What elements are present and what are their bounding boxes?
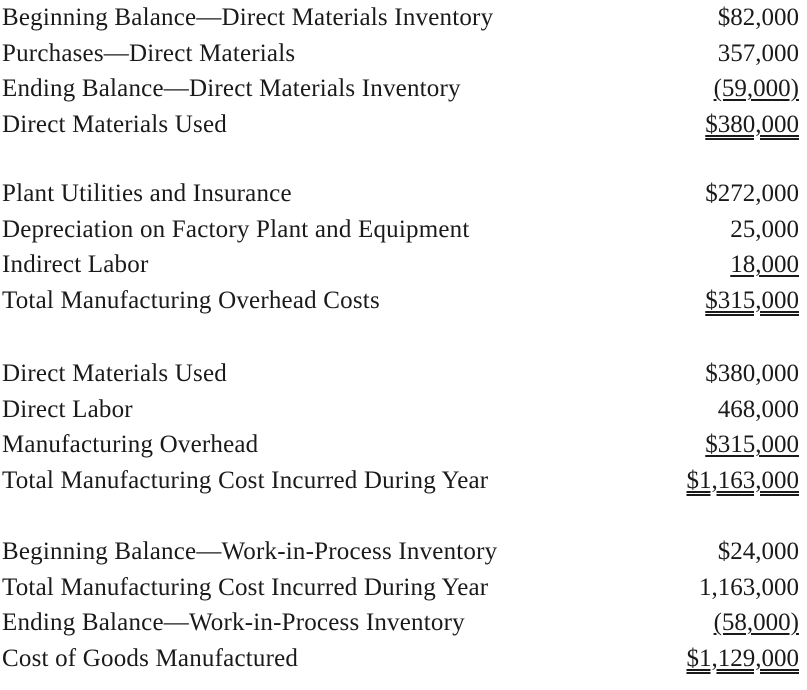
- total-label: Total Manufacturing Cost Incurred During Year: [2, 466, 489, 494]
- table-row: [0, 356, 807, 392]
- cost-of-goods-manufactured-section: [0, 534, 807, 676]
- total-label: Total Manufacturing Overhead Costs: [2, 286, 380, 314]
- table-row: [0, 212, 807, 248]
- table-row: [0, 247, 807, 283]
- row-amount: $24,000: [717, 538, 799, 565]
- row-amount: (58,000): [713, 609, 799, 636]
- row-label: Beginning Balance—Direct Materials Inventory: [2, 4, 494, 31]
- row-amount: $82,000: [717, 4, 799, 31]
- row-label: Depreciation on Factory Plant and Equipment: [2, 215, 470, 243]
- table-row: [0, 570, 807, 606]
- total-row: [0, 107, 807, 143]
- row-label: Beginning Balance—Work-in-Process Inventory: [2, 538, 498, 565]
- row-label: Purchases—Direct Materials: [2, 39, 296, 67]
- total-label: Direct Materials Used: [2, 110, 227, 138]
- total-row: [0, 641, 807, 677]
- total-amount: $380,000: [705, 110, 799, 138]
- row-label: Ending Balance—Work-in-Process Inventory: [2, 609, 465, 636]
- total-label: Cost of Goods Manufactured: [2, 644, 299, 672]
- row-amount: 25,000: [730, 215, 799, 243]
- row-amount: 468,000: [717, 395, 799, 423]
- total-amount: $1,129,000: [686, 644, 799, 672]
- total-row: [0, 283, 807, 319]
- row-amount: (59,000): [713, 75, 799, 102]
- table-row: [0, 36, 807, 72]
- table-row: [0, 605, 807, 641]
- total-amount: $315,000: [705, 286, 799, 314]
- total-manufacturing-cost-section: [0, 356, 807, 498]
- table-row: [0, 427, 807, 463]
- total-row: [0, 463, 807, 499]
- row-amount: 357,000: [717, 39, 799, 67]
- row-amount: $272,000: [705, 180, 799, 207]
- table-row: [0, 71, 807, 107]
- row-label: Plant Utilities and Insurance: [2, 180, 292, 207]
- row-label: Indirect Labor: [2, 251, 149, 278]
- row-amount: $380,000: [705, 360, 799, 387]
- row-label: Direct Materials Used: [2, 360, 227, 387]
- table-row: [0, 176, 807, 212]
- row-label: Manufacturing Overhead: [2, 431, 259, 458]
- row-label: Total Manufacturing Cost Incurred During Year: [2, 573, 489, 601]
- row-label: Ending Balance—Direct Materials Inventory: [2, 75, 461, 102]
- table-row: [0, 392, 807, 428]
- row-amount: 1,163,000: [699, 573, 799, 601]
- direct-materials-section: [0, 0, 807, 142]
- overhead-section: [0, 176, 807, 318]
- row-amount: 18,000: [730, 251, 799, 278]
- row-amount: $315,000: [705, 431, 799, 458]
- table-row: [0, 0, 807, 36]
- table-row: [0, 534, 807, 570]
- row-label: Direct Labor: [2, 395, 133, 423]
- total-amount: $1,163,000: [686, 466, 799, 494]
